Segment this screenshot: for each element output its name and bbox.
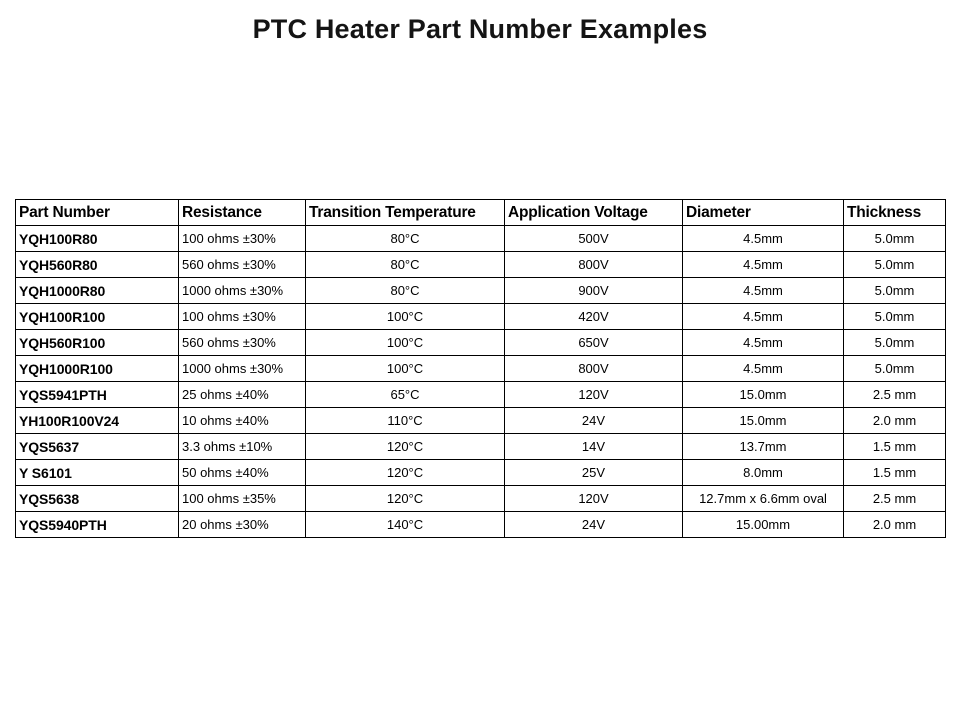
cell-thickness: 5.0mm <box>844 278 946 304</box>
cell-thickness: 1.5 mm <box>844 434 946 460</box>
cell-part-number: YQH100R100 <box>16 304 179 330</box>
cell-application-voltage: 650V <box>505 330 683 356</box>
cell-resistance: 25 ohms ±40% <box>179 382 306 408</box>
table-row <box>16 408 946 434</box>
cell-part-number: Y S6101 <box>16 460 179 486</box>
cell-part-number: YQH560R100 <box>16 330 179 356</box>
cell-transition-temperature: 120°C <box>306 460 505 486</box>
table-row <box>16 460 946 486</box>
table-row <box>16 226 946 252</box>
cell-part-number: YQS5638 <box>16 486 179 512</box>
cell-diameter: 4.5mm <box>683 278 844 304</box>
cell-part-number: YQS5637 <box>16 434 179 460</box>
table-row <box>16 304 946 330</box>
cell-resistance: 560 ohms ±30% <box>179 330 306 356</box>
cell-transition-temperature: 80°C <box>306 278 505 304</box>
cell-application-voltage: 900V <box>505 278 683 304</box>
cell-diameter: 4.5mm <box>683 356 844 382</box>
cell-part-number: YQH1000R80 <box>16 278 179 304</box>
table-row <box>16 278 946 304</box>
cell-transition-temperature: 100°C <box>306 356 505 382</box>
cell-diameter: 4.5mm <box>683 330 844 356</box>
cell-application-voltage: 14V <box>505 434 683 460</box>
cell-resistance: 560 ohms ±30% <box>179 252 306 278</box>
cell-thickness: 5.0mm <box>844 226 946 252</box>
cell-application-voltage: 25V <box>505 460 683 486</box>
cell-resistance: 1000 ohms ±30% <box>179 356 306 382</box>
column-header-application-voltage: Application Voltage <box>505 200 683 226</box>
cell-thickness: 5.0mm <box>844 330 946 356</box>
cell-diameter: 13.7mm <box>683 434 844 460</box>
column-header-thickness: Thickness <box>844 200 946 226</box>
cell-diameter: 15.00mm <box>683 512 844 538</box>
cell-thickness: 2.5 mm <box>844 382 946 408</box>
cell-diameter: 8.0mm <box>683 460 844 486</box>
cell-diameter: 15.0mm <box>683 408 844 434</box>
cell-part-number: YQS5940PTH <box>16 512 179 538</box>
cell-application-voltage: 800V <box>505 356 683 382</box>
cell-resistance: 1000 ohms ±30% <box>179 278 306 304</box>
cell-resistance: 3.3 ohms ±10% <box>179 434 306 460</box>
cell-application-voltage: 800V <box>505 252 683 278</box>
cell-diameter: 4.5mm <box>683 226 844 252</box>
cell-transition-temperature: 140°C <box>306 512 505 538</box>
cell-thickness: 2.0 mm <box>844 408 946 434</box>
cell-transition-temperature: 120°C <box>306 486 505 512</box>
cell-resistance: 10 ohms ±40% <box>179 408 306 434</box>
cell-part-number: YQH1000R100 <box>16 356 179 382</box>
cell-application-voltage: 120V <box>505 486 683 512</box>
part-number-table-container <box>15 199 945 538</box>
cell-thickness: 2.0 mm <box>844 512 946 538</box>
cell-thickness: 5.0mm <box>844 252 946 278</box>
part-number-table <box>15 199 946 538</box>
column-header-resistance: Resistance <box>179 200 306 226</box>
cell-transition-temperature: 80°C <box>306 252 505 278</box>
table-row <box>16 382 946 408</box>
cell-part-number: YQH100R80 <box>16 226 179 252</box>
cell-resistance: 100 ohms ±35% <box>179 486 306 512</box>
column-header-transition-temperature: Transition Temperature <box>306 200 505 226</box>
cell-transition-temperature: 110°C <box>306 408 505 434</box>
table-row <box>16 434 946 460</box>
cell-thickness: 2.5 mm <box>844 486 946 512</box>
cell-resistance: 50 ohms ±40% <box>179 460 306 486</box>
cell-resistance: 100 ohms ±30% <box>179 304 306 330</box>
cell-application-voltage: 24V <box>505 408 683 434</box>
cell-diameter: 4.5mm <box>683 252 844 278</box>
table-row <box>16 330 946 356</box>
cell-diameter: 12.7mm x 6.6mm oval <box>683 486 844 512</box>
page-title: PTC Heater Part Number Examples <box>252 14 708 44</box>
table-row <box>16 356 946 382</box>
cell-thickness: 5.0mm <box>844 356 946 382</box>
cell-resistance: 100 ohms ±30% <box>179 226 306 252</box>
table-header-row <box>16 200 946 226</box>
table-header <box>16 200 946 226</box>
cell-transition-temperature: 120°C <box>306 434 505 460</box>
cell-transition-temperature: 65°C <box>306 382 505 408</box>
cell-thickness: 5.0mm <box>844 304 946 330</box>
cell-transition-temperature: 80°C <box>306 226 505 252</box>
cell-part-number: YH100R100V24 <box>16 408 179 434</box>
column-header-part-number: Part Number <box>16 200 179 226</box>
table-body <box>16 226 946 538</box>
cell-resistance: 20 ohms ±30% <box>179 512 306 538</box>
cell-transition-temperature: 100°C <box>306 304 505 330</box>
cell-application-voltage: 120V <box>505 382 683 408</box>
table-row <box>16 512 946 538</box>
cell-application-voltage: 24V <box>505 512 683 538</box>
cell-application-voltage: 500V <box>505 226 683 252</box>
cell-part-number: YQS5941PTH <box>16 382 179 408</box>
cell-diameter: 15.0mm <box>683 382 844 408</box>
column-header-diameter: Diameter <box>683 200 844 226</box>
cell-part-number: YQH560R80 <box>16 252 179 278</box>
cell-thickness: 1.5 mm <box>844 460 946 486</box>
table-row <box>16 486 946 512</box>
cell-diameter: 4.5mm <box>683 304 844 330</box>
cell-transition-temperature: 100°C <box>306 330 505 356</box>
cell-application-voltage: 420V <box>505 304 683 330</box>
table-row <box>16 252 946 278</box>
